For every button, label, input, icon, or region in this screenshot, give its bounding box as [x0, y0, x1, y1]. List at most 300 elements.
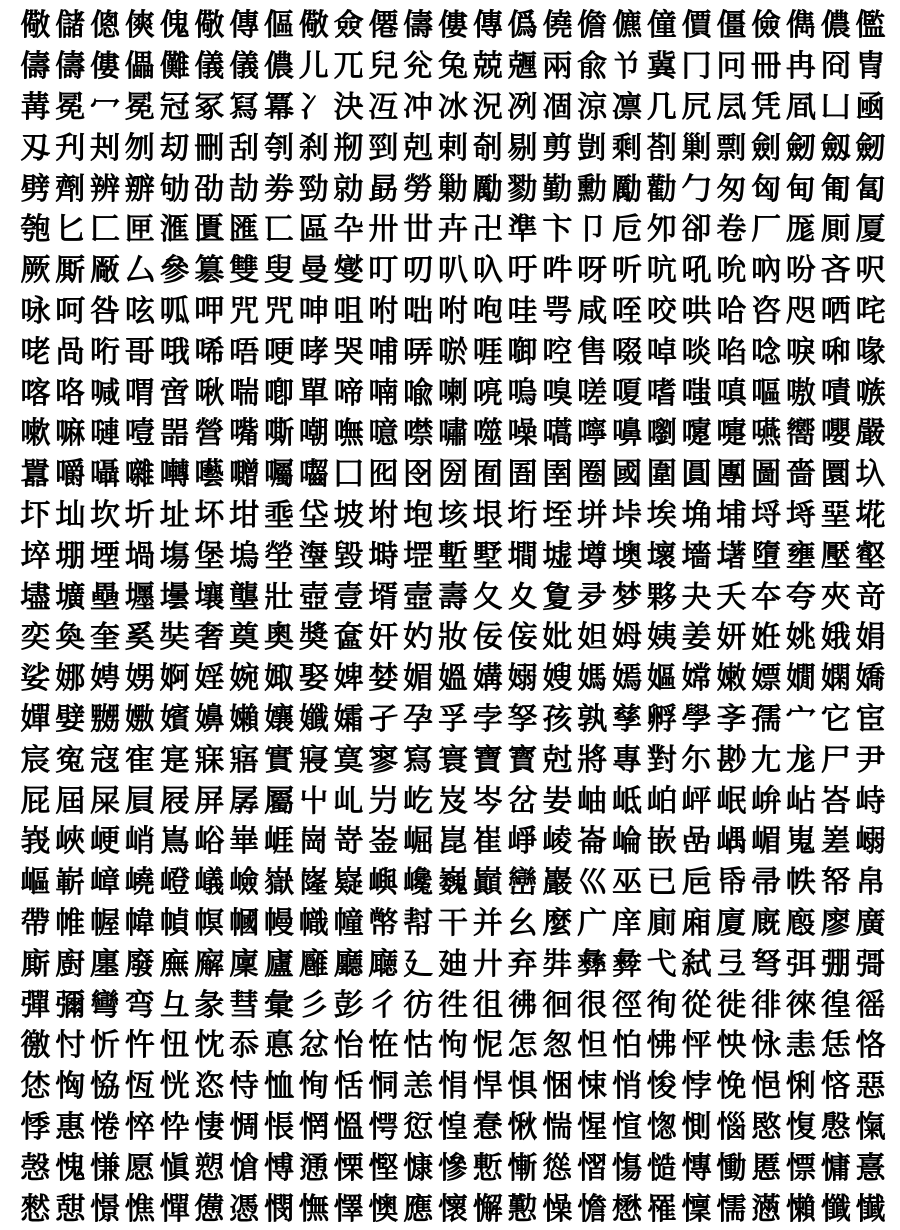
glyph: 恆 — [124, 1069, 155, 1105]
glyph: 圍 — [646, 457, 677, 493]
glyph: 幺 — [507, 905, 538, 941]
glyph: 忖 — [55, 1028, 86, 1064]
glyph: 圷 — [20, 497, 51, 533]
glyph: 慄 — [333, 1150, 364, 1186]
glyph: 崋 — [229, 824, 260, 860]
glyph: 寫 — [403, 742, 434, 778]
glyph: 岼 — [681, 783, 712, 819]
glyph: 垪 — [577, 497, 608, 533]
glyph: 壹 — [333, 579, 364, 615]
glyph: 匯 — [229, 212, 260, 248]
glyph: 恂 — [298, 1069, 329, 1105]
glyph: 嗾 — [855, 375, 886, 411]
glyph: 兣 — [507, 49, 538, 85]
glyph: 唹 — [437, 334, 468, 370]
glyph: 崗 — [298, 824, 329, 860]
glyph: 嘴 — [229, 416, 260, 452]
glyph: 孥 — [507, 701, 538, 737]
glyph: 喇 — [437, 375, 468, 411]
glyph: 匕 — [55, 212, 86, 248]
glyph: 弃 — [507, 946, 538, 982]
glyph: 塒 — [368, 538, 399, 574]
glyph: 堽 — [403, 538, 434, 574]
glyph-row — [18, 618, 888, 659]
glyph: 峇 — [820, 783, 851, 819]
glyph: 哄 — [681, 293, 712, 329]
glyph: 帑 — [820, 865, 851, 901]
glyph: 勍 — [333, 171, 364, 207]
glyph: 啅 — [646, 334, 677, 370]
glyph: 慍 — [333, 1109, 364, 1145]
glyph: 將 — [577, 742, 608, 778]
glyph: 幇 — [403, 905, 434, 941]
glyph: 壻 — [368, 579, 399, 615]
glyph: 卻 — [681, 212, 712, 248]
glyph: 勗 — [368, 171, 399, 207]
glyph: 怺 — [751, 1028, 782, 1064]
glyph: 勞 — [403, 171, 434, 207]
glyph: 咄 — [403, 293, 434, 329]
glyph: 剔 — [507, 130, 538, 166]
glyph: 囹 — [403, 457, 434, 493]
glyph: 嗅 — [542, 375, 573, 411]
glyph: 姆 — [611, 620, 642, 656]
glyph: 啻 — [159, 375, 190, 411]
glyph: 怙 — [403, 1028, 434, 1064]
glyph: 忻 — [89, 1028, 120, 1064]
glyph: 嚔 — [681, 416, 712, 452]
glyph: 哈 — [716, 293, 747, 329]
glyph: 慷 — [403, 1150, 434, 1186]
glyph: 咾 — [20, 334, 51, 370]
glyph: 慳 — [368, 1150, 399, 1186]
glyph: 哺 — [368, 334, 399, 370]
glyph: 剳 — [646, 130, 677, 166]
glyph: 啼 — [333, 375, 364, 411]
glyph: 惻 — [681, 1109, 712, 1145]
glyph: 廛 — [89, 946, 120, 982]
glyph: 啣 — [507, 334, 538, 370]
glyph: 哘 — [89, 334, 120, 370]
glyph: 兪 — [577, 49, 608, 85]
glyph: 凨 — [716, 89, 747, 125]
glyph: 匆 — [716, 171, 747, 207]
glyph: 愡 — [646, 1109, 677, 1145]
glyph: 壽 — [437, 579, 468, 615]
glyph-row — [18, 781, 888, 822]
glyph: 徑 — [611, 987, 642, 1023]
glyph: 壺 — [298, 579, 329, 615]
glyph: 刎 — [124, 130, 155, 166]
glyph: 悁 — [437, 1069, 468, 1105]
glyph: 埀 — [263, 497, 294, 533]
glyph: 懋 — [611, 1191, 642, 1227]
glyph: 庠 — [611, 905, 642, 941]
glyph: 劔 — [820, 130, 851, 166]
glyph: 愬 — [194, 1150, 225, 1186]
glyph: 哂 — [820, 293, 851, 329]
glyph: 吶 — [751, 253, 782, 289]
glyph: 圖 — [751, 457, 782, 493]
glyph: 嫺 — [785, 661, 816, 697]
glyph: 徠 — [785, 987, 816, 1023]
glyph: 憚 — [159, 1191, 190, 1227]
glyph: 圜 — [820, 457, 851, 493]
glyph: 恊 — [89, 1069, 120, 1105]
glyph: 囃 — [124, 457, 155, 493]
glyph-row — [18, 210, 888, 251]
glyph: 囗 — [333, 457, 364, 493]
glyph: 嫖 — [751, 661, 782, 697]
glyph: 埆 — [681, 497, 712, 533]
glyph: 寇 — [89, 742, 120, 778]
glyph: 吮 — [716, 253, 747, 289]
glyph: 崛 — [403, 824, 434, 860]
glyph: 嗤 — [681, 375, 712, 411]
glyph: 傴 — [263, 8, 294, 44]
glyph: 嬪 — [159, 701, 190, 737]
glyph: 恠 — [368, 1028, 399, 1064]
glyph: 冲 — [403, 89, 434, 125]
glyph: 徼 — [20, 1028, 51, 1064]
glyph: 哽 — [263, 334, 294, 370]
glyph: 夥 — [646, 579, 677, 615]
glyph: 慝 — [751, 1150, 782, 1186]
glyph: 娵 — [263, 661, 294, 697]
glyph: 孑 — [368, 701, 399, 737]
glyph: 嚴 — [855, 416, 886, 452]
glyph: 孀 — [333, 701, 364, 737]
glyph: 凵 — [820, 89, 851, 125]
glyph: 廨 — [194, 946, 225, 982]
glyph: 彷 — [403, 987, 434, 1023]
glyph: 嗟 — [577, 375, 608, 411]
glyph: 徭 — [855, 987, 886, 1023]
glyph: 埒 — [751, 497, 782, 533]
glyph: 叨 — [403, 253, 434, 289]
glyph: 慂 — [298, 1150, 329, 1186]
glyph: 準 — [507, 212, 538, 248]
glyph: 惆 — [229, 1109, 260, 1145]
glyph: 崔 — [472, 824, 503, 860]
glyph: 冩 — [229, 89, 260, 125]
glyph: 嶼 — [368, 865, 399, 901]
glyph: 刪 — [194, 130, 225, 166]
glyph: 恟 — [55, 1069, 86, 1105]
glyph: 尠 — [716, 742, 747, 778]
glyph: 姜 — [681, 620, 712, 656]
glyph: 嘲 — [298, 416, 329, 452]
glyph: 咒 — [263, 293, 294, 329]
glyph: 娥 — [820, 620, 851, 656]
glyph: 帚 — [751, 865, 782, 901]
glyph: 夐 — [542, 579, 573, 615]
glyph: 嚠 — [646, 416, 677, 452]
glyph: 卞 — [542, 212, 573, 248]
glyph-row — [18, 944, 888, 985]
glyph: 媚 — [403, 661, 434, 697]
glyph: 峩 — [20, 824, 51, 860]
glyph: 卅 — [368, 212, 399, 248]
glyph: 咨 — [751, 293, 782, 329]
glyph: 妣 — [542, 620, 573, 656]
glyph: 儆 — [20, 8, 51, 44]
glyph: 恤 — [263, 1069, 294, 1105]
glyph-row — [18, 863, 888, 904]
glyph: 涼 — [577, 89, 608, 125]
glyph: 尅 — [542, 742, 573, 778]
glyph: 憔 — [124, 1191, 155, 1227]
glyph: 巉 — [403, 865, 434, 901]
glyph: 坩 — [229, 497, 260, 533]
glyph: 喞 — [263, 375, 294, 411]
glyph: 孃 — [263, 701, 294, 737]
glyph-row — [18, 88, 888, 129]
glyph: 屮 — [298, 783, 329, 819]
glyph: 惱 — [716, 1109, 747, 1145]
glyph: 壗 — [20, 579, 51, 615]
glyph: 塰 — [298, 538, 329, 574]
glyph: 塋 — [263, 538, 294, 574]
glyph: 垓 — [437, 497, 468, 533]
glyph: 卆 — [333, 212, 364, 248]
glyph: 嘯 — [437, 416, 468, 452]
glyph: 徨 — [820, 987, 851, 1023]
glyph: 娟 — [855, 620, 886, 656]
glyph: 囀 — [159, 457, 190, 493]
glyph: 廰 — [368, 946, 399, 982]
glyph: 咬 — [646, 293, 677, 329]
glyph: 學 — [681, 701, 712, 737]
glyph: 卩 — [577, 212, 608, 248]
glyph: 厶 — [124, 253, 155, 289]
glyph: 嗚 — [507, 375, 538, 411]
glyph: 丗 — [403, 212, 434, 248]
glyph: 峽 — [55, 824, 86, 860]
glyph: 冱 — [368, 89, 399, 125]
glyph: 忤 — [124, 1028, 155, 1064]
glyph: 夸 — [785, 579, 816, 615]
glyph: 冑 — [855, 49, 886, 85]
glyph: 厰 — [89, 253, 120, 289]
glyph: 惘 — [298, 1109, 329, 1145]
glyph: 壟 — [229, 579, 260, 615]
glyph: 屆 — [55, 783, 86, 819]
glyph: 彁 — [855, 946, 886, 982]
glyph: 刔 — [89, 130, 120, 166]
glyph: 剏 — [333, 130, 364, 166]
glyph: 嶄 — [55, 865, 86, 901]
glyph: 儔 — [20, 49, 51, 85]
glyph: 彭 — [333, 987, 364, 1023]
glyph: 匈 — [751, 171, 782, 207]
glyph: 塲 — [159, 538, 190, 574]
glyph: 叮 — [368, 253, 399, 289]
glyph: 嵒 — [681, 824, 712, 860]
glyph: 匸 — [263, 212, 294, 248]
glyph: 刮 — [229, 130, 260, 166]
glyph: 儖 — [855, 8, 886, 44]
glyph: 辨 — [89, 171, 120, 207]
glyph: 啝 — [820, 334, 851, 370]
glyph: 嵌 — [646, 824, 677, 860]
glyph-row — [18, 904, 888, 945]
glyph: 廱 — [298, 946, 329, 982]
glyph: 嵋 — [751, 824, 782, 860]
glyph: 屬 — [263, 783, 294, 819]
glyph: 嶷 — [333, 865, 364, 901]
glyph: 廁 — [646, 905, 677, 941]
glyph: 喘 — [229, 375, 260, 411]
glyph: 惺 — [577, 1109, 608, 1145]
glyph: 恁 — [820, 1028, 851, 1064]
glyph: 怐 — [437, 1028, 468, 1064]
glyph: 刹 — [298, 130, 329, 166]
glyph: 尢 — [751, 742, 782, 778]
glyph: 崟 — [368, 824, 399, 860]
glyph: 弩 — [751, 946, 782, 982]
glyph: 嘛 — [55, 416, 86, 452]
glyph: 嗄 — [611, 375, 642, 411]
glyph: 嬋 — [20, 701, 51, 737]
glyph: 惓 — [89, 1109, 120, 1145]
glyph: 愀 — [507, 1109, 538, 1145]
glyph: 壑 — [855, 538, 886, 574]
glyph: 圈 — [577, 457, 608, 493]
glyph: 岶 — [646, 783, 677, 819]
glyph: 喟 — [124, 375, 155, 411]
glyph: 憑 — [229, 1191, 260, 1227]
glyph: 凅 — [542, 89, 573, 125]
glyph: 囓 — [298, 457, 329, 493]
glyph: 冋 — [716, 49, 747, 85]
glyph: 嶬 — [194, 865, 225, 901]
glyph: 几 — [646, 89, 677, 125]
glyph: 懍 — [681, 1191, 712, 1227]
glyph: 厖 — [785, 212, 816, 248]
glyph: 兊 — [403, 49, 434, 85]
glyph: 噪 — [507, 416, 538, 452]
glyph: 悄 — [611, 1069, 642, 1105]
glyph: 愴 — [229, 1150, 260, 1186]
glyph: 墫 — [577, 538, 608, 574]
glyph: 屶 — [368, 783, 399, 819]
glyph: 冽 — [507, 89, 538, 125]
glyph: 叟 — [263, 253, 294, 289]
glyph: 哥 — [124, 334, 155, 370]
glyph: 儲 — [55, 8, 86, 44]
glyph: 懆 — [542, 1191, 573, 1227]
glyph: 夬 — [681, 579, 712, 615]
glyph: 噐 — [159, 416, 190, 452]
glyph: 墟 — [542, 538, 573, 574]
glyph-row — [18, 1108, 888, 1149]
glyph: 圓 — [681, 457, 712, 493]
glyph: 垳 — [507, 497, 538, 533]
glyph: 梦 — [611, 579, 642, 615]
glyph: 寰 — [437, 742, 468, 778]
glyph: 唏 — [194, 334, 225, 370]
glyph: 夭 — [716, 579, 747, 615]
glyph: 孱 — [229, 783, 260, 819]
glyph: 囈 — [194, 457, 225, 493]
glyph: 懣 — [751, 1191, 782, 1227]
glyph: 忿 — [298, 1028, 329, 1064]
glyph: 巓 — [472, 865, 503, 901]
glyph: 懦 — [716, 1191, 747, 1227]
glyph: 寢 — [298, 742, 329, 778]
glyph-row — [18, 1148, 888, 1189]
glyph: 寔 — [159, 742, 190, 778]
glyph: 屎 — [89, 783, 120, 819]
glyph: 宦 — [855, 701, 886, 737]
glyph: 嘖 — [820, 375, 851, 411]
glyph: 奚 — [124, 620, 155, 656]
glyph: 對 — [646, 742, 677, 778]
glyph: 娑 — [20, 661, 51, 697]
glyph-row — [18, 577, 888, 618]
glyph-row — [18, 169, 888, 210]
glyph: 冪 — [263, 89, 294, 125]
glyph: 吁 — [507, 253, 538, 289]
glyph: 巫 — [611, 865, 642, 901]
glyph-row — [18, 373, 888, 414]
glyph: 勁 — [298, 171, 329, 207]
glyph: 娚 — [124, 661, 155, 697]
glyph: 垰 — [611, 497, 642, 533]
glyph: 從 — [681, 987, 712, 1023]
glyph-row — [18, 659, 888, 700]
glyph-row — [18, 496, 888, 537]
glyph: 嗜 — [646, 375, 677, 411]
glyph: 冓 — [20, 89, 51, 125]
glyph: 嵬 — [785, 824, 816, 860]
glyph: 嗇 — [785, 457, 816, 493]
glyph: 卍 — [472, 212, 503, 248]
glyph: 婀 — [159, 661, 190, 697]
glyph: 壯 — [263, 579, 294, 615]
glyph: 凾 — [855, 89, 886, 125]
glyph: 夾 — [820, 579, 851, 615]
glyph: 慱 — [681, 1150, 712, 1186]
glyph: 夛 — [577, 579, 608, 615]
glyph: 嚊 — [611, 416, 642, 452]
glyph: 噬 — [472, 416, 503, 452]
glyph: 憖 — [20, 1191, 51, 1227]
glyph: 帋 — [716, 865, 747, 901]
glyph: 呵 — [55, 293, 86, 329]
glyph: 寞 — [333, 742, 364, 778]
glyph: 愨 — [20, 1150, 51, 1186]
glyph: 幗 — [229, 905, 260, 941]
glyph: 孰 — [577, 701, 608, 737]
glyph: 咒 — [229, 293, 260, 329]
glyph: 儆 — [194, 8, 225, 44]
glyph: 儋 — [577, 8, 608, 44]
glyph: 喀 — [20, 375, 51, 411]
glyph: 堙 — [89, 538, 120, 574]
glyph: 妁 — [403, 620, 434, 656]
glyph: 憊 — [194, 1191, 225, 1227]
glyph: 岌 — [437, 783, 468, 819]
glyph: 廚 — [55, 946, 86, 982]
glyph: 卷 — [716, 212, 747, 248]
glyph: 孅 — [298, 701, 329, 737]
glyph: 嚮 — [785, 416, 816, 452]
glyph: 慥 — [646, 1150, 677, 1186]
glyph: 僵 — [716, 8, 747, 44]
glyph: 夲 — [751, 579, 782, 615]
